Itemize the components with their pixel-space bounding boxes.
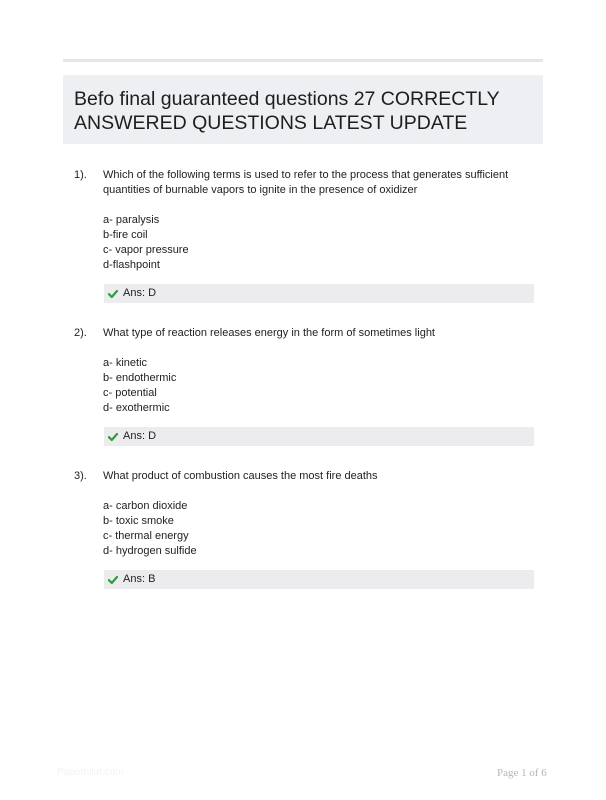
check-icon — [108, 289, 118, 299]
page-number: Page 1 of 6 — [497, 767, 547, 779]
option-list — [103, 213, 189, 273]
answer-bar — [104, 284, 534, 303]
option-d: d- exothermic — [103, 402, 170, 414]
question-number: 3). — [74, 470, 87, 482]
question-text: What product of combustion causes the most fire deaths — [103, 470, 378, 482]
option-b: b- toxic smoke — [103, 515, 174, 527]
question-text: What type of reaction releases energy in the form of sometimes light — [103, 327, 435, 339]
answer-bar — [104, 427, 534, 446]
question-number: 2). — [74, 327, 87, 339]
option-d: d-flashpoint — [103, 259, 160, 271]
check-icon — [108, 575, 118, 585]
option-b: b- endothermic — [103, 372, 177, 384]
answer-text: Ans: D — [123, 430, 157, 442]
question-number: 1). — [74, 169, 87, 181]
question-text: Which of the following terms is used to refer to the process that generates sufficient quantities of burnable vapors to ignite in the presence of oxidizer — [103, 169, 509, 196]
option-a: a- kinetic — [103, 357, 148, 369]
option-a: a- carbon dioxide — [103, 500, 188, 512]
title-banner — [63, 75, 543, 144]
option-c: c- thermal energy — [103, 530, 189, 542]
option-c: c- vapor pressure — [103, 244, 189, 256]
check-icon — [108, 432, 118, 442]
option-c: c- potential — [103, 387, 157, 399]
document-title: Befo final guaranteed questions 27 CORRECTLY ANSWERED QUESTIONS LATEST UPDATE — [74, 88, 500, 134]
top-divider — [63, 59, 543, 62]
option-d: d- hydrogen sulfide — [103, 545, 197, 557]
answer-text: Ans: D — [123, 287, 157, 299]
option-a: a- paralysis — [103, 214, 160, 226]
option-list — [103, 499, 197, 559]
footer-watermark: Paperhibit.com — [57, 767, 124, 778]
answer-bar — [104, 570, 534, 589]
answer-text: Ans: B — [123, 573, 156, 585]
option-b: b-fire coil — [103, 229, 148, 241]
option-list — [103, 356, 176, 416]
